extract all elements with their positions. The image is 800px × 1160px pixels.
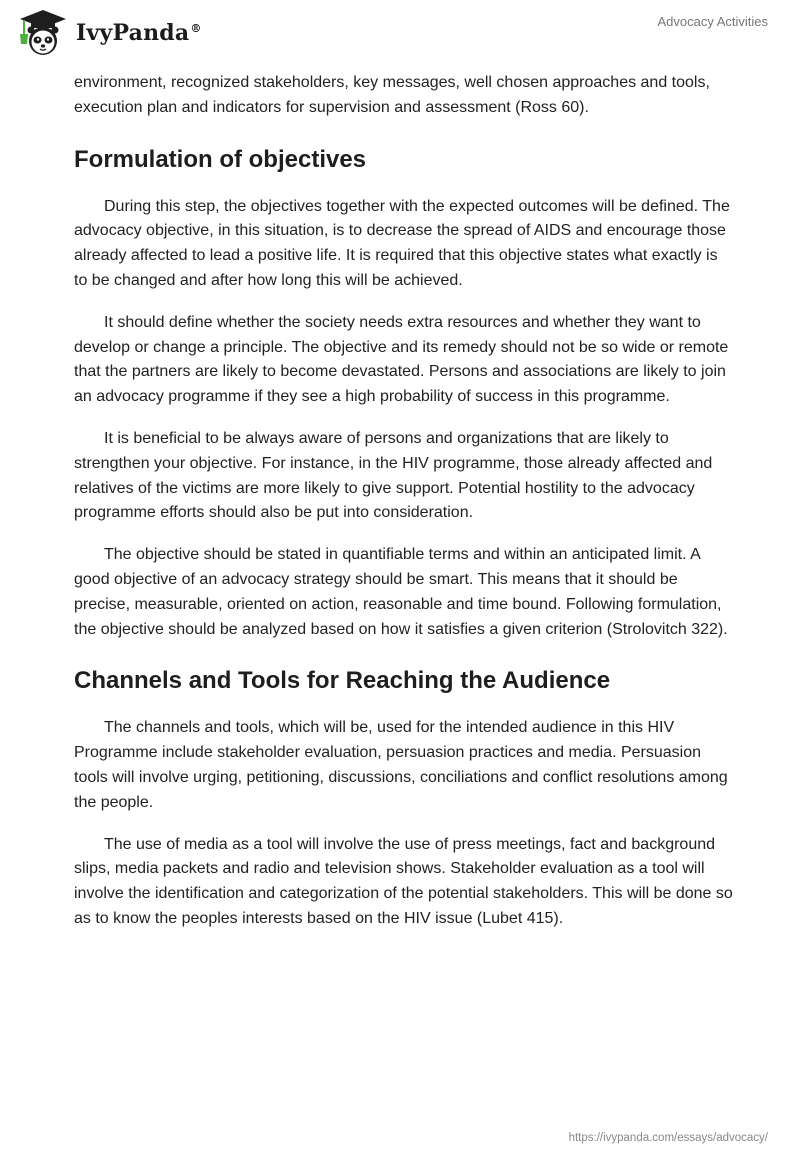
essay-content xyxy=(74,71,734,949)
registered-mark: ® xyxy=(190,21,202,35)
document-title: Advocacy Activities xyxy=(657,14,768,29)
page-header xyxy=(0,0,800,70)
paragraph: The use of media as a tool will involve the use of press meetings, fact and background slips, media packets and radio and television shows. Stakeholder evaluation as a tool will involve the identification and categorization of the potential stakeholders. This will be done so as to know the peoples interests based on the HIV issue (Lubet 415). xyxy=(74,835,733,927)
panda-graduate-icon xyxy=(14,8,72,58)
paragraph: During this step, the objectives together with the expected outcomes will be defined. The advocacy objective, in this situation, is to decrease the spread of AIDS and encourage those already affected to lead a positive life. It is required that this objective states what exactly is to be changed and after how long this will be achieved. xyxy=(74,197,730,289)
paragraph-continued: environment, recognized stakeholders, key messages, well chosen approaches and tools, execution plan and indicators for supervision and assessment (Ross 60). xyxy=(74,74,710,116)
paragraph: The objective should be stated in quantifiable terms and within an anticipated limit. A good objective of an advocacy strategy should be smart. This means that it should be precise, measurable, oriented on action, reasonable and time bound. Following formulation, the objective should be analyzed based on how it satisfies a given criterion (Strolovitch 322). xyxy=(74,546,728,638)
ivypanda-logo[interactable] xyxy=(14,8,202,58)
section-heading-objectives: Formulation of objectives xyxy=(74,145,367,173)
section-heading-channels: Channels and Tools for Reaching the Audience xyxy=(74,667,611,695)
logo-text: IvyPanda® xyxy=(76,20,202,46)
paragraph: It should define whether the society needs extra resources and whether they want to develop or change a principle. The objective and its remedy should not be so wide or remote that the partners are likely to become devastated. Persons and associations are likely to join an advocacy programme if they see a high probability of success in this programme. xyxy=(74,313,729,406)
paragraph: The channels and tools, which will be, used for the intended audience in this HIV Programme include stakeholder evaluation, persuasion practices and media. Persuasion tools will involve urging, petitioning, discussions, conciliations and conflict resolutions among the people. xyxy=(74,719,728,811)
source-url[interactable]: https://ivypanda.com/essays/advocacy/ xyxy=(568,1132,768,1144)
paragraph: It is beneficial to be always aware of persons and organizations that are likely to strengthen your objective. For instance, in the HIV programme, those already affected and relatives of the victims are more likely to give support. Potential hostility to the advocacy programme efforts should also be put into consideration. xyxy=(74,429,713,522)
